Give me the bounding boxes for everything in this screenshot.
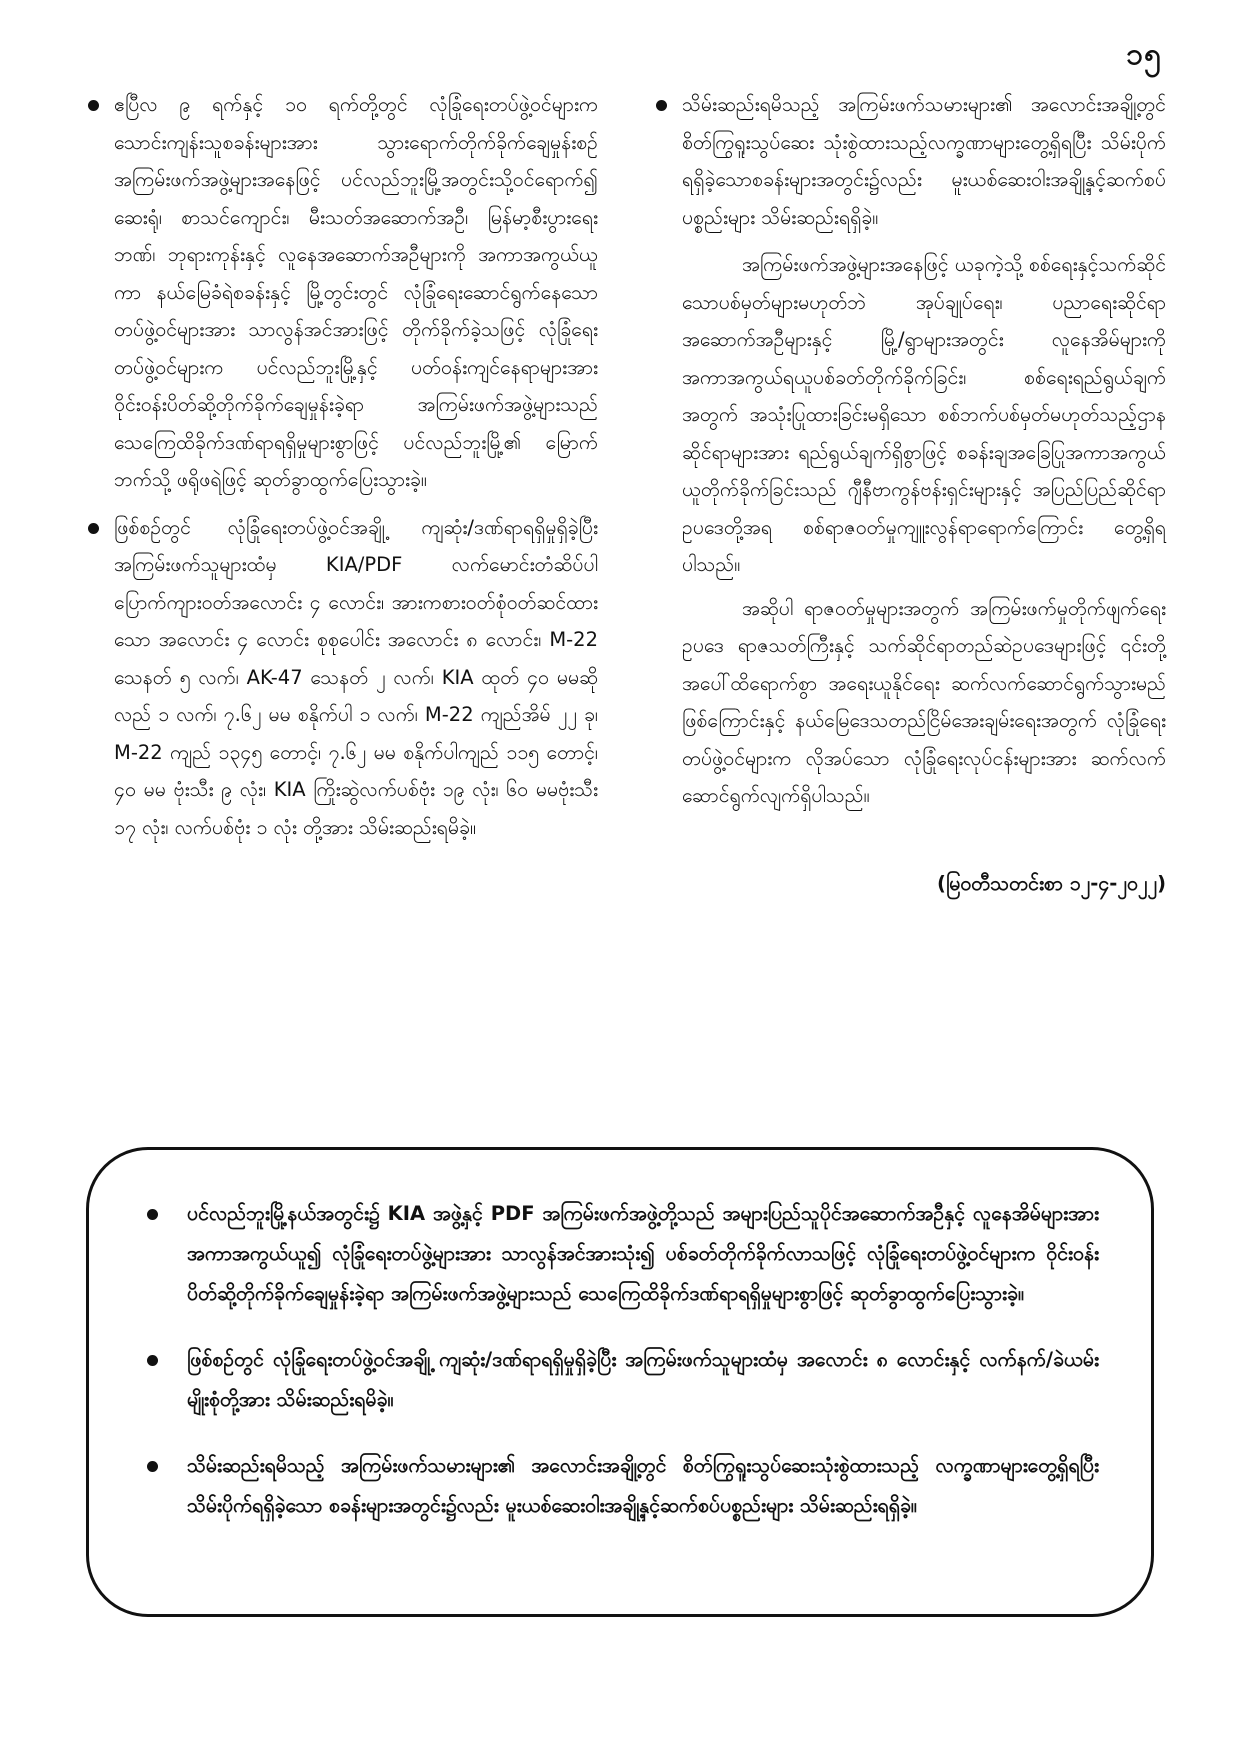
right-column [654, 86, 1166, 1066]
article-columns [86, 86, 1166, 1066]
list-item-text: ဧပြီလ ၉ ရက်နှင့် ၁၀ ရက်တို့တွင် လုံခြုံရေးတပ်ဖွဲ့ဝင်များက သောင်းကျန်းသူစခန်းများအား သွားရောက်တိုက်ခိုက်ချေမှုန်းစဉ် အကြမ်းဖက်အဖွဲ့များအနေဖြင့် ပင်လည်ဘူးမြို့အတွင်းသို့ဝင်ရောက်၍ ဆေးရုံ၊ စာသင်ကျောင်း၊ မီးသတ်အဆောက်အဦ၊ မြန်မာ့စီးပွားရေးဘဏ်၊ ဘုရားကုန်းနှင့် လူနေအဆောက်အဦများကို အကာအကွယ်ယူကာ နယ်မြေခံရဲစခန်းနှင့် မြို့တွင်းတွင် လုံခြုံရေးဆောင်ရွက်နေသောတပ်ဖွဲ့ဝင်များအား သာလွန်အင်အားဖြင့် တိုက်ခိုက်ခဲ့သဖြင့် လုံခြုံရေးတပ်ဖွဲ့ဝင်များက ပင်လည်ဘူးမြို့နှင့် ပတ်ဝန်းကျင်နေရာများအား ဝိုင်းဝန်းပိတ်ဆို့တိုက်ခိုက်ချေမှုန်းခဲ့ရာ အကြမ်းဖက်အဖွဲ့များသည် သေကြေထိခိုက်ဒဏ်ရာရရှိမှုများစွာဖြင့် ပင်လည်ဘူးမြို့၏ မြောက်ဘက်သို့ ဖရိုဖရဲဖြင့် ဆုတ်ခွာထွက်ပြေးသွားခဲ့။ [114, 93, 598, 491]
summary-item [141, 1194, 1099, 1314]
summary-item-text: ပင်လည်ဘူးမြို့နယ်အတွင်း၌ KIA အဖွဲ့နှင့် PDF အကြမ်းဖက်အဖွဲ့တို့သည် အများပြည်သူပိုင်အဆောက်အဦနှင့် လူနေအိမ်များအား အကာအကွယ်ယူ၍ လုံခြုံရေးတပ်ဖွဲ့များအား သာလွန်အင်အားသုံး၍ ပစ်ခတ်တိုက်ခိုက်လာသဖြင့် လုံခြုံရေးတပ်ဖွဲ့ဝင်များက ဝိုင်းဝန်းပိတ်ဆို့တိုက်ခိုက်ချေမှုန်းခဲ့ရာ အကြမ်းဖက်အဖွဲ့များသည် သေကြေထိခိုက်ဒဏ်ရာရရှိမှုများစွာဖြင့် ဆုတ်ခွာထွက်ပြေးသွားခဲ့။ [187, 1202, 1099, 1305]
body-paragraph: အဆိုပါ ရာဇဝတ်မှုများအတွက် အကြမ်းဖက်မှုတိုက်ဖျက်ရေးဥပဒေ ရာဇသတ်ကြီးနှင့် သက်ဆိုင်ရာတည်ဆဲဥပဒေများဖြင့် ၎င်းတို့အပေါ်ထိရောက်စွာ အရေးယူနိုင်ရေး ဆက်လက်ဆောင်ရွက်သွားမည်ဖြစ်ကြောင်းနှင့် နယ်မြေဒေသတည်ငြိမ်အေးချမ်းရေးအတွက် လုံခြုံရေးတပ်ဖွဲ့ဝင်များက လိုအပ်သော လုံခြုံရေးလုပ်ငန်းများအား ဆက်လက်ဆောင်ရွက်လျက်ရှိပါသည်။ [682, 596, 1166, 807]
list-item-text: သိမ်းဆည်းရမိသည့် အကြမ်းဖက်သမားများ၏ အလောင်းအချို့တွင် စိတ်ကြွရူးသွပ်ဆေး သုံးစွဲထားသည့်လက္ခဏာများတွေ့ရှိရပြီး သိမ်းပိုက်ရရှိခဲ့သောစခန်းများအတွင်း၌လည်း မူးယစ်ဆေးဝါးအချို့နှင့်ဆက်စပ်ပစ္စည်းများ သိမ်းဆည်းရရှိခဲ့။ [682, 93, 1166, 229]
summary-item [141, 1340, 1099, 1420]
body-paragraph: အကြမ်းဖက်အဖွဲ့များအနေဖြင့် ယခုကဲ့သို့ စစ်ရေးနှင့်သက်ဆိုင်သောပစ်မှတ်များမဟုတ်ဘဲ အုပ်ချုပ်ရေး၊ ပညာရေးဆိုင်ရာ အဆောက်အဦများနှင့် မြို့/ရွာများအတွင်း လူနေအိမ်များကို အကာအကွယ်ရယူပစ်ခတ်တိုက်ခိုက်ခြင်း၊ စစ်ရေးရည်ရွယ်ချက်အတွက် အသုံးပြုထားခြင်းမရှိသော စစ်ဘက်ပစ်မှတ်မဟုတ်သည့်ဌာနဆိုင်ရာများအား ရည်ရွယ်ချက်ရှိစွာဖြင့် စခန်းချအခြေပြုအကာအကွယ်ယူတိုက်ခိုက်ခြင်းသည် ဂျီနီဗာကွန်ဗန်းရှင်းများနှင့် အပြည်ပြည်ဆိုင်ရာဥပဒေတို့အရ စစ်ရာဇဝတ်မှုကျူးလွန်ရာရောက်ကြောင်း တွေ့ရှိရပါသည်။ [682, 253, 1167, 576]
list-item-text: ဖြစ်စဉ်တွင် လုံခြုံရေးတပ်ဖွဲ့ဝင်အချို့ ကျဆုံး/ဒဏ်ရာရရှိမှုရှိခဲ့ပြီး အကြမ်းဖက်သူများထံမှ KIA/PDF လက်မောင်းတံဆိပ်ပါ ပြောက်ကျားဝတ်အလောင်း ၄ လောင်း၊ အားကစားဝတ်စုံဝတ်ဆင်ထားသော အလောင်း ၄ လောင်း စုစုပေါင်း အလောင်း ၈ လောင်း၊ M-22 သေနတ် ၅ လက်၊ AK-47 သေနတ် ၂ လက်၊ KIA ထုတ် ၄၀ မမဆိုလည် ၁ လက်၊ ၇.၆၂ မမ စနိုက်ပါ ၁ လက်၊ M-22 ကျည်အိမ် ၂၂ ခု၊ M-22 ကျည် ၁၃၄၅ တောင့်၊ ၇.၆၂ မမ စနိုက်ပါကျည် ၁၁၅ တောင့်၊ ၄၀ မမ ဗုံးသီး ၉ လုံး၊ KIA ကြိုးဆွဲလက်ပစ်ဗုံး ၁၉ လုံး၊ ၆၀ မမဗုံးသီး ၁၇ လုံး၊ လက်ပစ်ဗုံး ၁ လုံး တို့အား သိမ်းဆည်းရမိခဲ့။ [114, 515, 598, 839]
bullet-icon [656, 100, 667, 111]
source-citation: (မြဝတီသတင်းစာ ၁၂-၄-၂၀၂၂) [937, 871, 1166, 895]
list-item [86, 509, 598, 847]
left-column [86, 86, 598, 1066]
bullet-icon [147, 1461, 158, 1472]
bullet-icon [147, 1355, 158, 1366]
summary-item-text: ဖြစ်စဉ်တွင် လုံခြုံရေးတပ်ဖွဲ့ဝင်အချို့ ကျဆုံး/ဒဏ်ရာရရှိမှုရှိခဲ့ပြီး အကြမ်းဖက်သူများထံမှ အလောင်း ၈ လောင်းနှင့် လက်နက်/ခဲယမ်းမျိုးစုံတို့အား သိမ်းဆည်းရမိခဲ့။ [187, 1348, 1099, 1411]
summary-item [141, 1446, 1099, 1526]
summary-box [86, 1147, 1154, 1617]
summary-item-text: သိမ်းဆည်းရမိသည့် အကြမ်းဖက်သမားများ၏ အလောင်းအချို့တွင် စိတ်ကြွရူးသွပ်ဆေးသုံးစွဲထားသည့် လက္ခဏာများတွေ့ရှိရပြီး သိမ်းပိုက်ရရှိခဲ့သော စခန်းများအတွင်း၌လည်း မူးယစ်ဆေးဝါးအချို့နှင့်ဆက်စပ်ပစ္စည်းများ သိမ်းဆည်းရရှိခဲ့။ [187, 1454, 1099, 1517]
bullet-icon [88, 100, 99, 111]
page-number: ၁၅ [1126, 37, 1162, 72]
bullet-icon [88, 523, 99, 534]
bullet-icon [147, 1209, 158, 1220]
list-item [86, 86, 598, 499]
list-item [654, 86, 1166, 236]
